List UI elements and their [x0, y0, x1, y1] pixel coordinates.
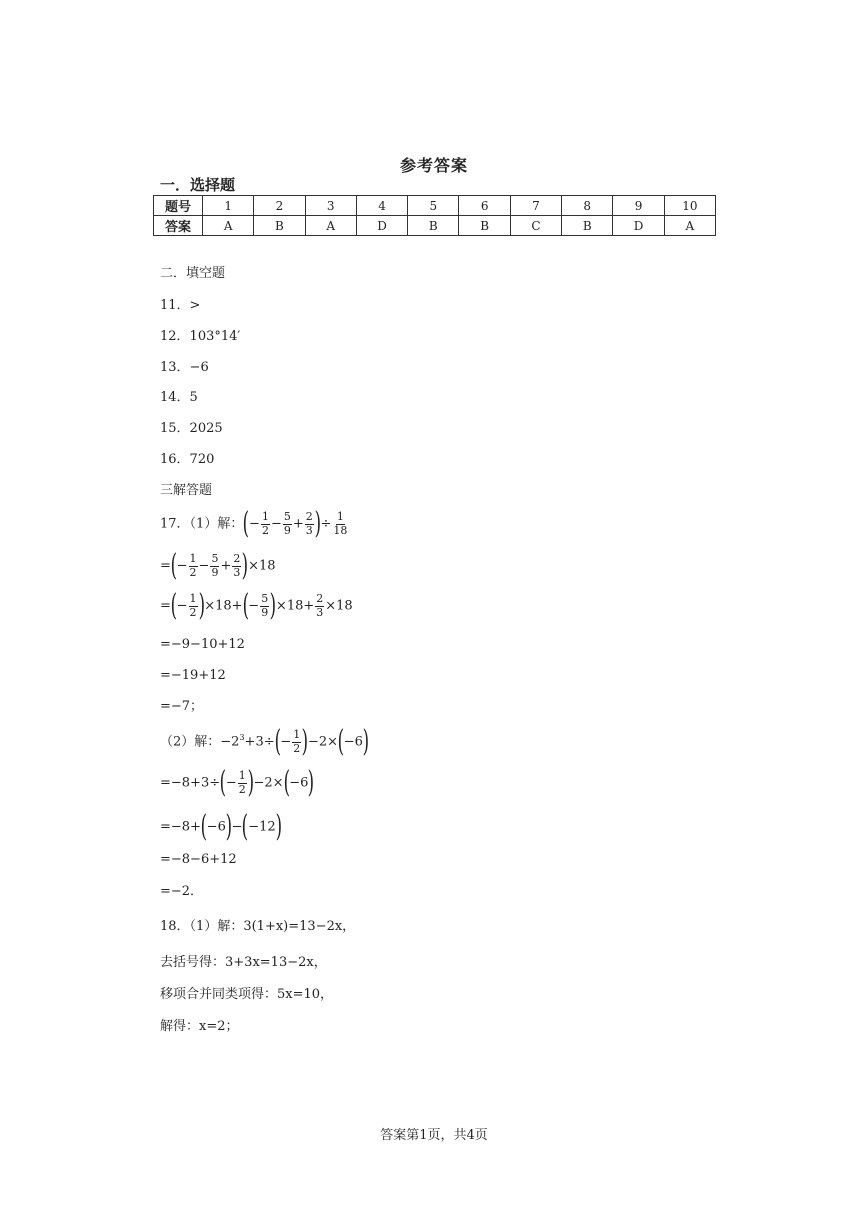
table-cell: B [408, 216, 459, 236]
q17-part2-expression: （2）解：$-2^3+3\div(-$ $\frac{1}{2}$ )−2×(−6) [160, 724, 369, 759]
question-number: 13． [160, 360, 190, 375]
q17-step-2: =(− $\frac{1}{2}$ )×18+(− $\frac{5}{9}$ )×18+ $\frac{2}{3}$ ×18 [160, 588, 353, 623]
table-cell: C [510, 216, 561, 236]
table-cell: D [613, 216, 664, 236]
q18-part1-label: 18．（1）解： [160, 919, 244, 934]
section-solve-heading: 三解答题 [160, 483, 213, 498]
q17-step-1: =(− $\frac{1}{2}$ − $\frac{5}{9}$ + $\frac{2}{3}$ )×18 [160, 548, 276, 583]
q17-part1-expression: 17．（1）解：(− $\frac{1}{2}$ − $\frac{5}{9}$ + $\frac{2}{3}$ )÷ $\frac{1}{18}$ [160, 506, 348, 541]
q18-equation-1: 3(1+x)=13−2x， [243, 919, 356, 934]
table-cell: 6 [459, 196, 510, 216]
table-cell: A [664, 216, 715, 236]
question-number: 15． [160, 421, 190, 436]
table-cell: A [305, 216, 356, 236]
question-number: 12． [160, 329, 190, 344]
table-cell: 9 [613, 196, 664, 216]
table-cell: 3 [305, 196, 356, 216]
question-number: 14． [160, 390, 190, 405]
table-cell: 4 [356, 196, 407, 216]
fill-answer-13 [160, 361, 209, 374]
q17-part2-step-3: =−8−6+12 [160, 852, 237, 867]
q18-equation-3: 5x=10， [277, 987, 334, 1002]
answer-table [153, 195, 716, 236]
table-cell: B [459, 216, 510, 236]
table-cell: B [254, 216, 305, 236]
q17-part2-label: （2）解： [160, 734, 221, 750]
q17-part1-label: 17．（1）解： [160, 516, 244, 532]
q17-part2-step-1: =−8+3÷(− $\frac{1}{2}$ )−2×(−6) [160, 765, 315, 800]
fill-answer-14 [160, 391, 198, 404]
section-fill-heading: 二．填空题 [160, 266, 226, 281]
table-cell: D [356, 216, 407, 236]
q18-step-combine [160, 988, 333, 1001]
q18-equation-2: 3+3x=13−2x， [225, 955, 327, 970]
table-cell: 2 [254, 196, 305, 216]
q17-step-5: =−7； [160, 699, 204, 714]
question-number: 11． [160, 298, 190, 313]
table-cell: 1 [203, 196, 254, 216]
q18-part1 [160, 920, 355, 933]
table-cell: 7 [510, 196, 561, 216]
answer-text: 2025 [189, 421, 223, 436]
answer-text: 5 [189, 390, 198, 405]
question-number: 16． [160, 452, 190, 467]
q18-step-label: 移项合并同类项得： [160, 987, 278, 1002]
fill-answer-12 [160, 330, 240, 343]
page-footer: 答案第1页，共4页 [380, 1128, 488, 1143]
page-title: 参考答案 [399, 156, 468, 175]
section-choice-heading: 一．选择题 [160, 176, 236, 194]
answer-text: −6 [189, 360, 209, 375]
fill-answer-16 [160, 453, 214, 466]
table-cell: 8 [562, 196, 613, 216]
q18-step-solve [160, 1020, 239, 1033]
fill-answer-15 [160, 422, 223, 435]
table-cell: A [203, 216, 254, 236]
q18-step-label: 解得： [160, 1019, 200, 1034]
q18-equation-4: x=2； [199, 1019, 239, 1034]
table-cell: 10 [664, 196, 715, 216]
q17-part2-step-2: =−8+(−6)−(−12) [160, 809, 282, 844]
answer-text: 720 [189, 452, 215, 467]
q17-part2-step-4: =−2． [160, 884, 204, 899]
answer-text: 103°14′ [189, 329, 241, 344]
fill-answer-11 [160, 299, 200, 312]
q18-step-label: 去括号得： [160, 955, 226, 970]
q18-step-expand [160, 956, 327, 969]
q17-step-4: =−19+12 [160, 668, 226, 683]
answer-text: > [189, 298, 201, 313]
table-row-answers [154, 216, 716, 236]
row-header-number: 题号 [154, 196, 203, 216]
table-row-numbers [154, 196, 716, 216]
q17-step-3: =−9−10+12 [160, 637, 245, 652]
table-cell: 5 [408, 196, 459, 216]
row-header-answer: 答案 [154, 216, 203, 236]
table-cell: B [562, 216, 613, 236]
